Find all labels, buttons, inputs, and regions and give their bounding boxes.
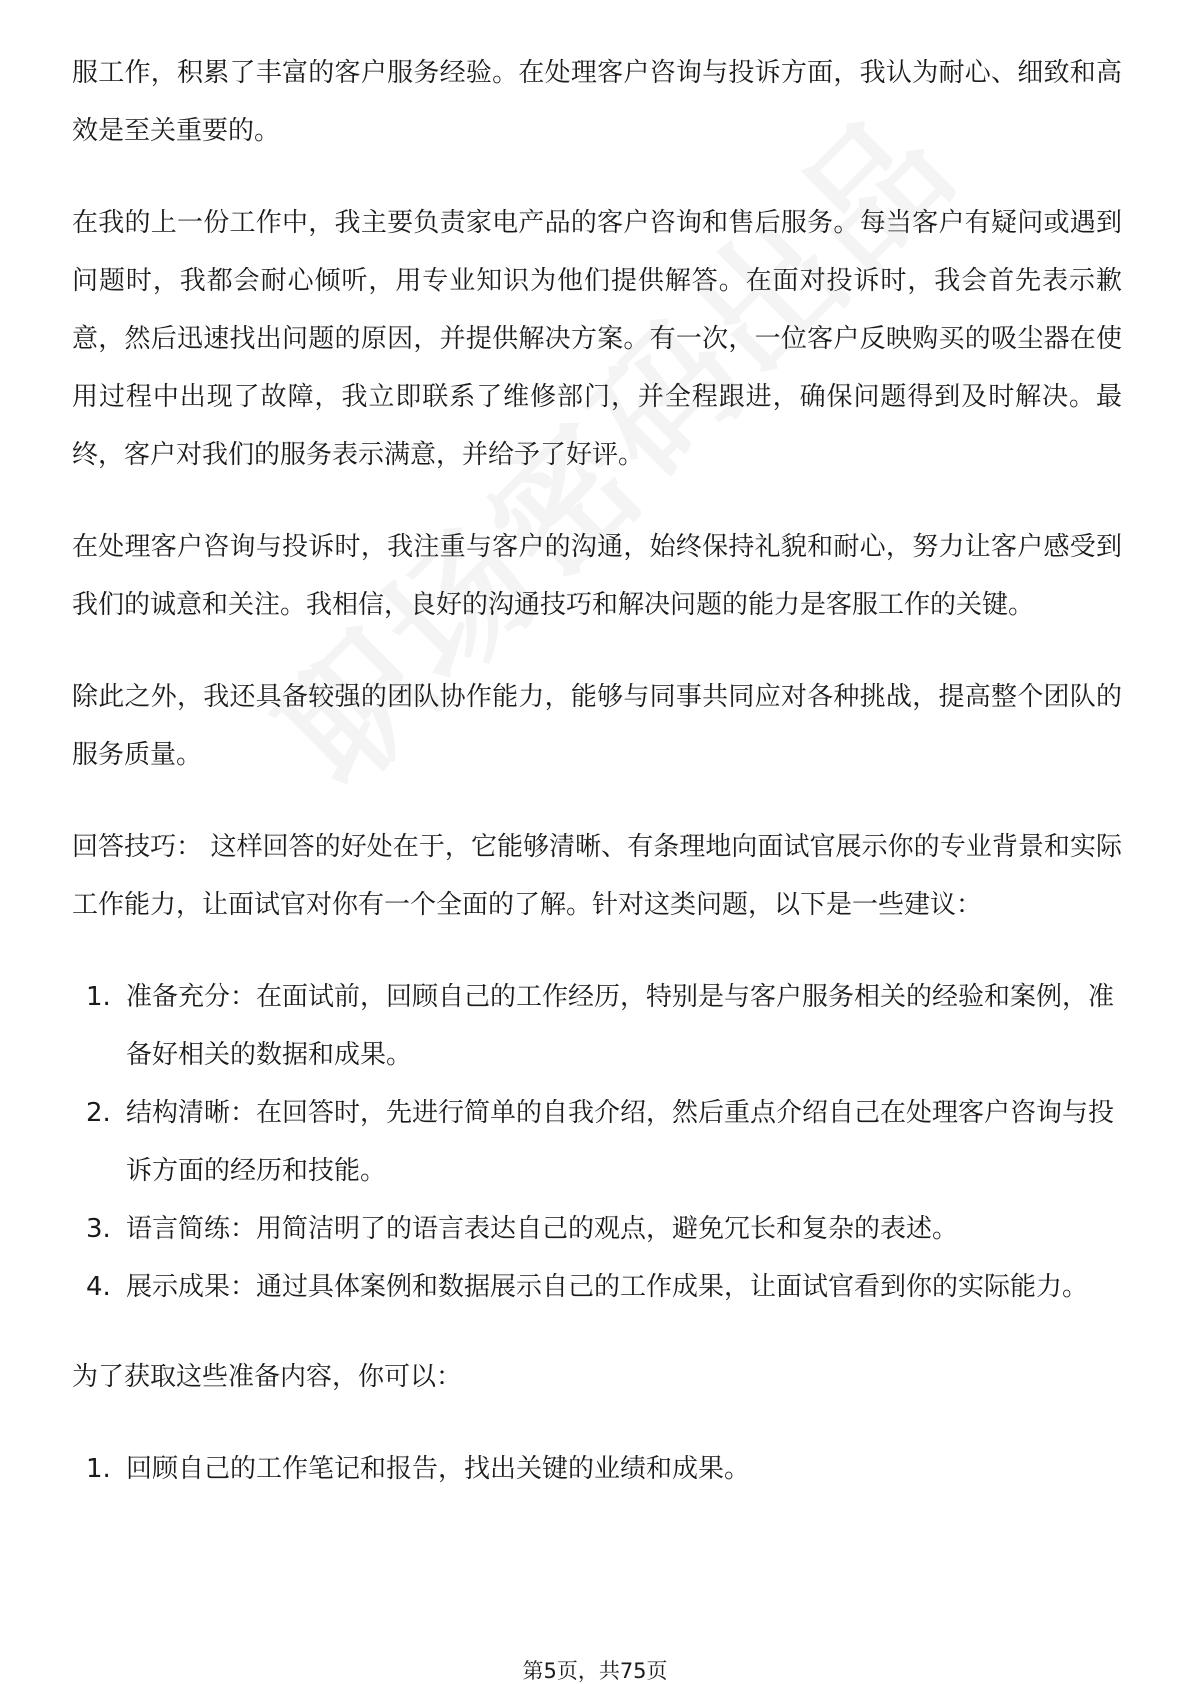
list-item-text: 展示成果：通过具体案例和数据展示自己的工作成果，让面试官看到你的实际能力。: [126, 1272, 1089, 1302]
list-number: 1.: [86, 982, 111, 1012]
document-body: [72, 44, 1122, 1530]
list-number: 4.: [86, 1272, 111, 1302]
paragraph-answer-tips: 回答技巧： 这样回答的好处在于，它能够清晰、有条理地向面试官展示你的专业背景和实际工作能力，让面试官对你有一个全面的了解。针对这类问题，以下是一些建议：: [72, 832, 1122, 920]
list-item: [72, 1440, 1122, 1498]
list-item-text: 回顾自己的工作笔记和报告，找出关键的业绩和成果。: [126, 1454, 751, 1484]
list-item-text: 语言简练：用简洁明了的语言表达自己的观点，避免冗长和复杂的表述。: [126, 1214, 959, 1244]
list-number: 3.: [86, 1214, 111, 1244]
paragraph-previous-job: 在我的上一份工作中，我主要负责家电产品的客户咨询和售后服务。每当客户有疑问或遇到问题时，我都会耐心倾听，用专业知识为他们提供解答。在面对投诉时，我会首先表示歉意，然后迅速找出问题的原因，并提供解决方案。有一次，一位客户反映购买的吸尘器在使用过程中出现了故障，我立即联系了维修部门，并全程跟进，确保问题得到及时解决。最终，客户对我们的服务表示满意，并给予了好评。: [72, 208, 1122, 470]
list-item-text: 准备充分：在面试前，回顾自己的工作经历，特别是与客户服务相关的经验和案例，准备好相关的数据和成果。: [126, 982, 1115, 1070]
list-item: [72, 968, 1122, 1084]
list-item: [72, 1084, 1122, 1200]
paragraph-communication: 在处理客户咨询与投诉时，我注重与客户的沟通，始终保持礼貌和耐心，努力让客户感受到我们的诚意和关注。我相信，良好的沟通技巧和解决问题的能力是客服工作的关键。: [72, 532, 1122, 620]
tips-list: [72, 968, 1122, 1316]
paragraph-experience-summary: 服工作，积累了丰富的客户服务经验。在处理客户咨询与投诉方面，我认为耐心、细致和高效是至关重要的。: [72, 58, 1122, 146]
list-item-text: 结构清晰：在回答时，先进行简单的自我介绍，然后重点介绍自己在处理客户咨询与投诉方面的经历和技能。: [126, 1098, 1115, 1186]
prep-list: [72, 1440, 1122, 1498]
paragraph-prep-intro: 为了获取这些准备内容，你可以：: [72, 1362, 463, 1392]
list-item: [72, 1258, 1122, 1316]
paragraph-teamwork: 除此之外，我还具备较强的团队协作能力，能够与同事共同应对各种挑战，提高整个团队的服务质量。: [72, 682, 1122, 770]
list-number: 1.: [86, 1454, 111, 1484]
page-footer: 第5页，共75页: [522, 1659, 668, 1683]
list-item: [72, 1200, 1122, 1258]
list-number: 2.: [86, 1098, 111, 1128]
